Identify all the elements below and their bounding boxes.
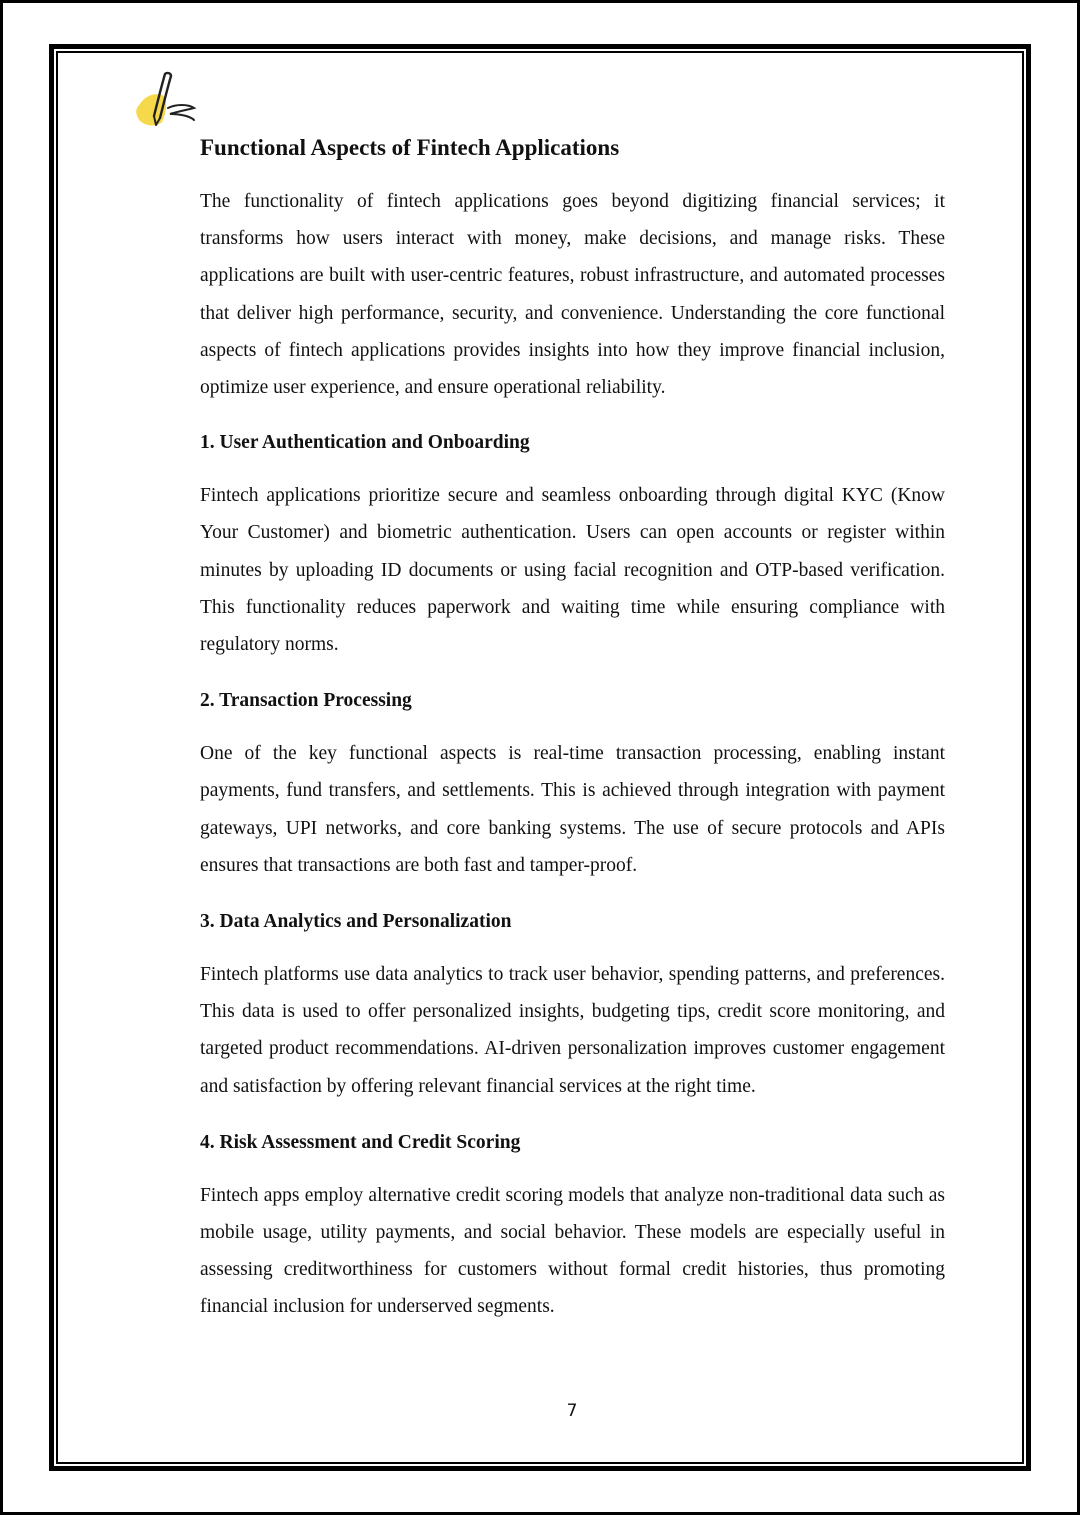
intro-paragraph: The functionality of fintech applications goes beyond digitizing financial services; it transforms how users interact with money, make decisions, and manage risks. These applications are built with user-centric features, robust infrastructure, and automated processes that deliver high performance, security, and convenience. Understanding the core functional aspects of fintech applications provides insights into how they improve financial inclusion, optimize user experience, and ensure operational reliability.: [200, 191, 945, 399]
section-heading-risk-assessment: 4. Risk Assessment and Credit Scoring: [200, 1131, 521, 1153]
section-body-user-authentication: Fintech applications prioritize secure and seamless onboarding through digital KYC (Know Your Customer) and biometric authentication. Users can open accounts or register within minutes by uploading ID documents or using facial recognition and OTP-based verification. This functionality reduces paperwork and waiting time while ensuring compliance with regulatory norms.: [200, 485, 945, 656]
section-heading-user-authentication: 1. User Authentication and Onboarding: [200, 432, 530, 454]
page-number: 7: [566, 1401, 578, 1421]
page-content: [200, 128, 945, 1326]
section-heading-data-analytics: 3. Data Analytics and Personalization: [200, 911, 512, 933]
section-body-data-analytics: Fintech platforms use data analytics to track user behavior, spending patterns, and preferences. This data is used to offer personalized insights, budgeting tips, credit score monitoring, and targeted product recommendations. AI-driven personalization improves customer engagement and satisfaction by offering relevant financial services at the right time.: [200, 964, 945, 1097]
section-body-risk-assessment: Fintech apps employ alternative credit scoring models that analyze non-traditional data such as mobile usage, utility payments, and social behavior. These models are especially useful in assessing creditworthiness for customers without formal credit histories, thus promoting financial inclusion for underserved segments.: [200, 1184, 945, 1318]
section-body-transaction-processing: One of the key functional aspects is real-time transaction processing, enabling instant payments, fund transfers, and settlements. This is achieved through integration with payment gateways, UPI networks, and core banking systems. The use of secure protocols and APIs ensures that transactions are both fast and tamper-proof.: [200, 743, 945, 876]
page-title: Functional Aspects of Fintech Applications: [200, 135, 620, 160]
section-heading-transaction-processing: 2. Transaction Processing: [200, 690, 412, 712]
pen-writing-icon: [132, 70, 204, 132]
